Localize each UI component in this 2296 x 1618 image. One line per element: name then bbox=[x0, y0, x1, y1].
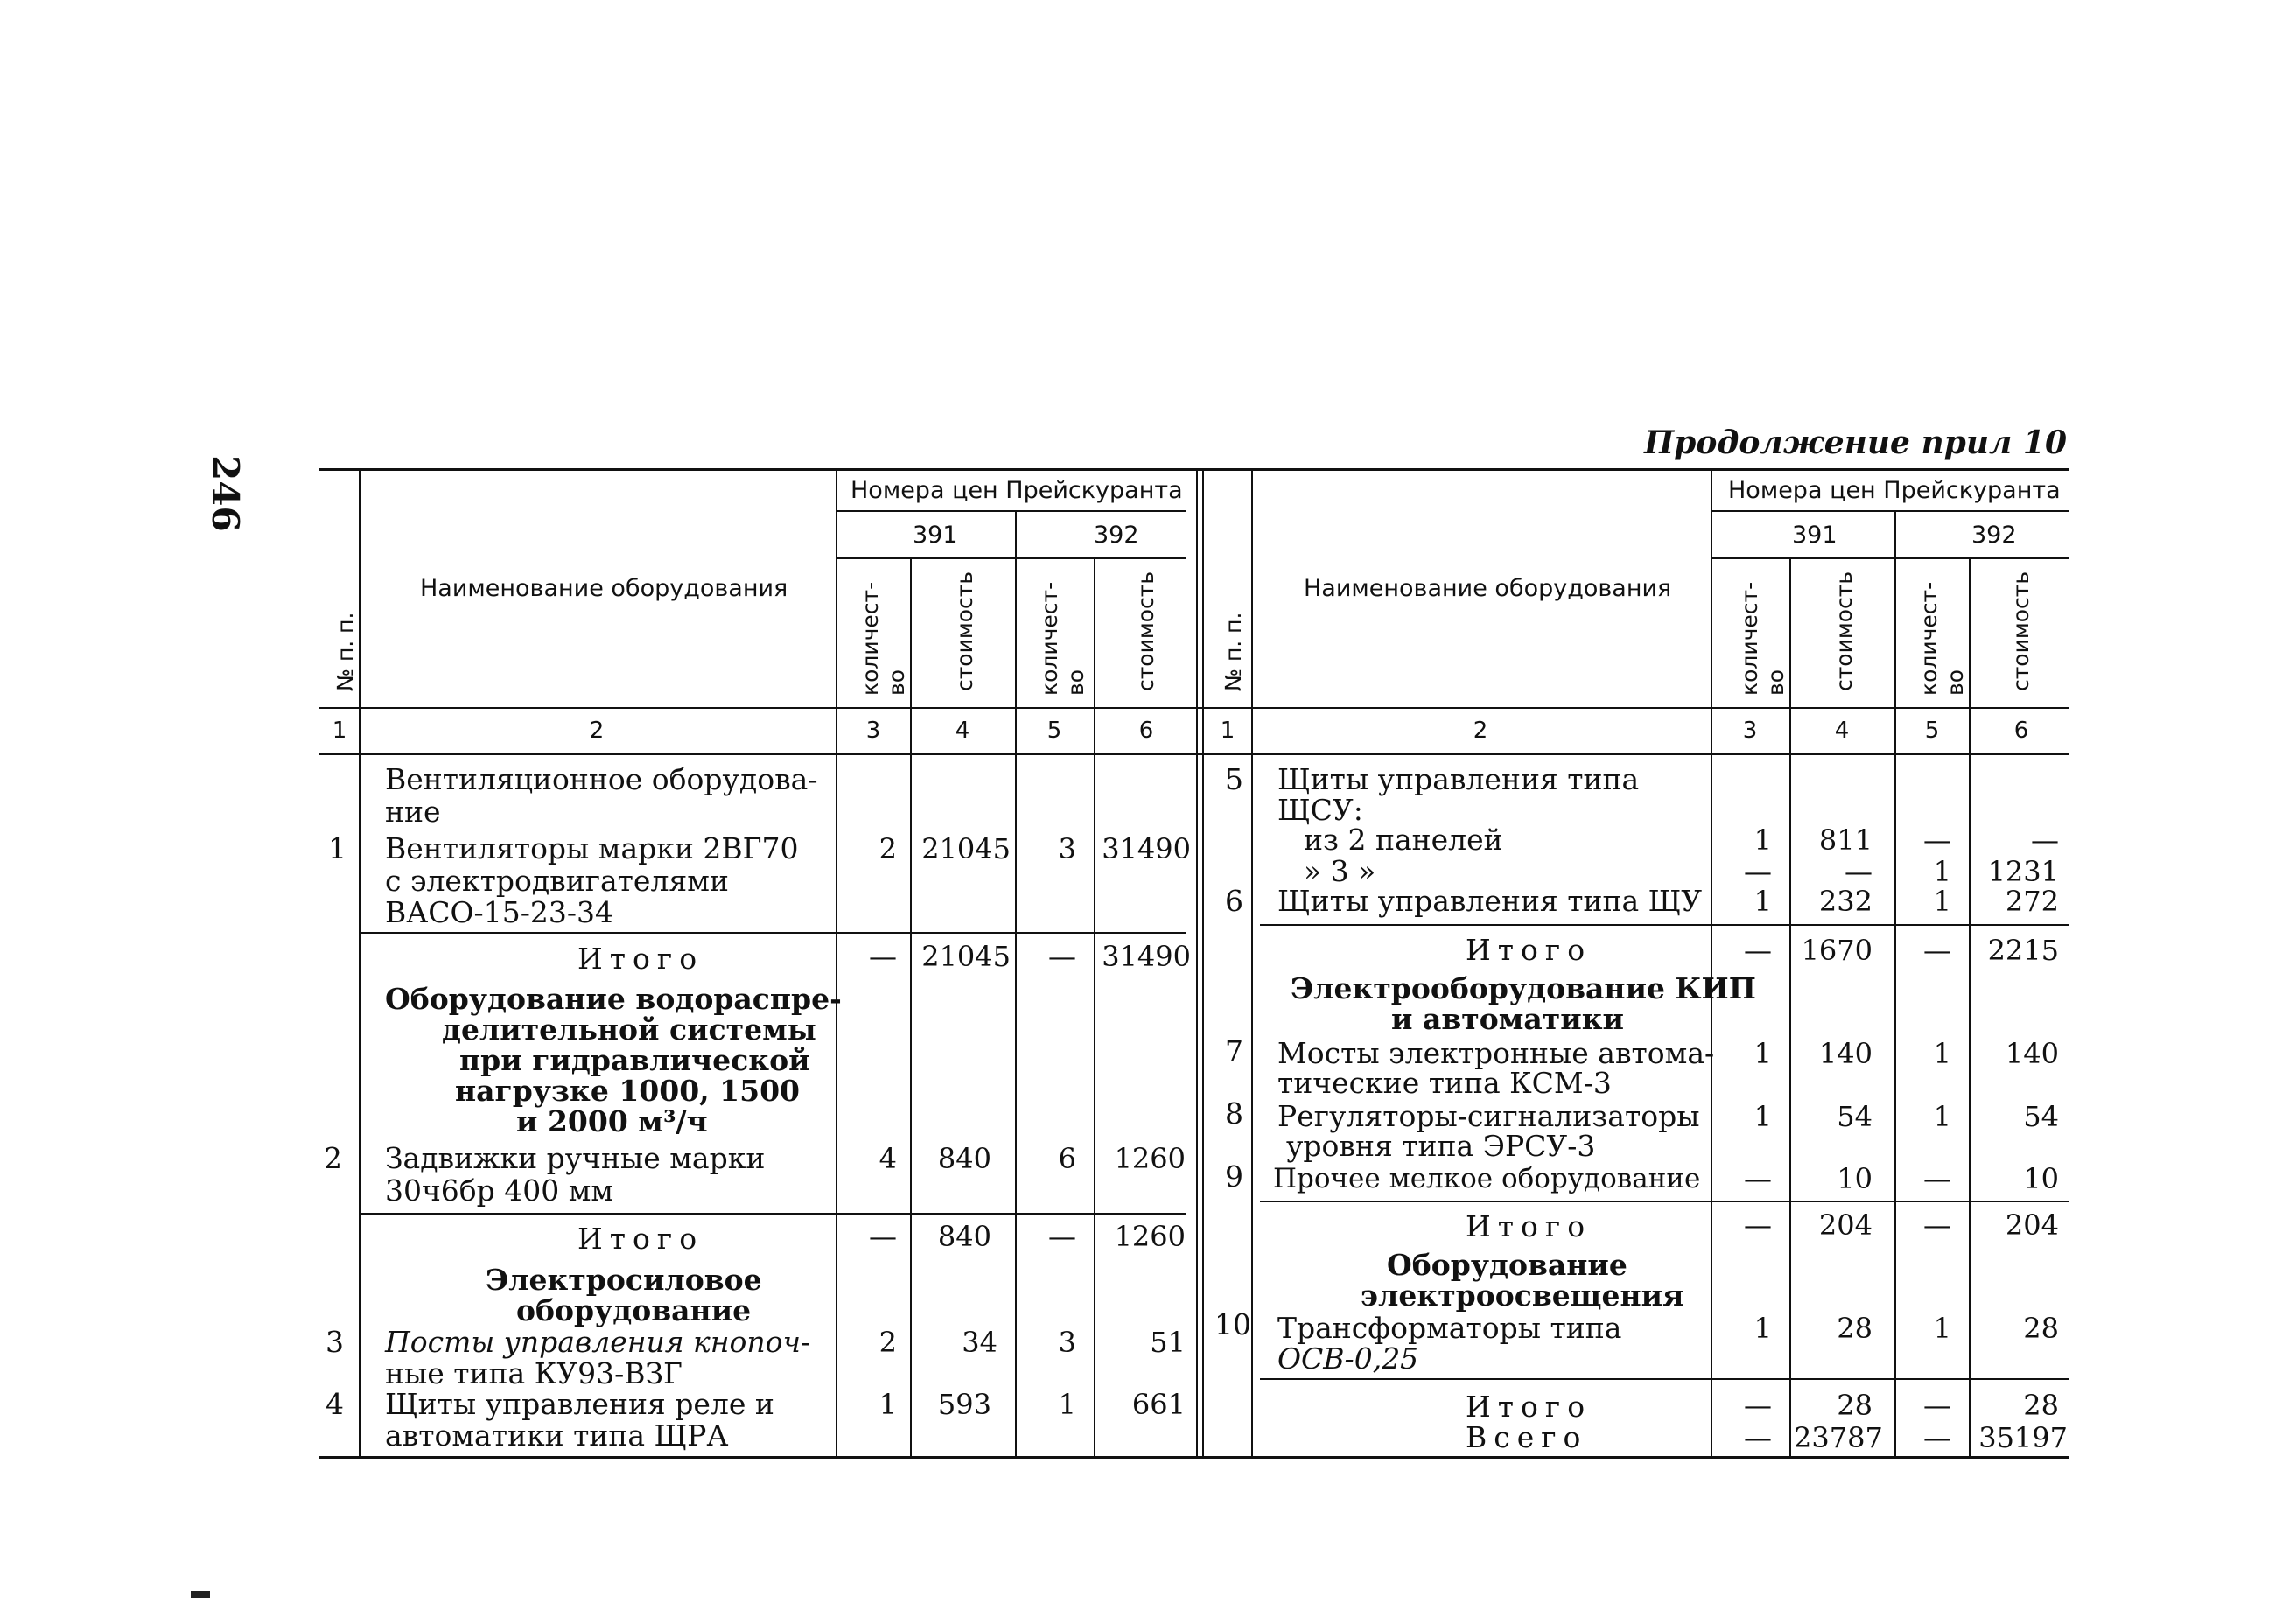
header-price-392: 392 bbox=[1094, 522, 1139, 549]
colnum-3-right: 3 bbox=[1742, 718, 1758, 744]
page-number: 246 bbox=[204, 455, 247, 532]
header-price-group: Номера цен Прейскуранта bbox=[850, 477, 1183, 504]
table-caption: Продолжение прил 10 bbox=[1644, 424, 2067, 461]
header-col-name-right: Наименование оборудования bbox=[1304, 575, 1672, 602]
header-qty-392-right: количест-во bbox=[1916, 581, 1968, 696]
colnum-6: 6 bbox=[1138, 718, 1154, 744]
header-col-num: № п. п. bbox=[332, 612, 358, 691]
header-cost-391: стоимость bbox=[952, 571, 977, 691]
colnum-3: 3 bbox=[865, 718, 881, 744]
colnum-4-right: 4 bbox=[1834, 718, 1850, 744]
header-qty-391-right: количест-во bbox=[1737, 581, 1788, 696]
page-mark bbox=[191, 1591, 210, 1598]
header-price-392-right: 392 bbox=[1971, 522, 2017, 549]
header-price-group-right: Номера цен Прейскуранта bbox=[1728, 477, 2061, 504]
colnum-2: 2 bbox=[589, 718, 605, 744]
header-cost-392-right: стоимость bbox=[2008, 571, 2034, 691]
colnum-5-right: 5 bbox=[1924, 718, 1940, 744]
header-qty-391: количест-во bbox=[858, 581, 909, 696]
header-qty-392: количест-во bbox=[1037, 581, 1088, 696]
colnum-1-right: 1 bbox=[1220, 718, 1236, 744]
header-col-num-right: № п. п. bbox=[1221, 612, 1246, 691]
colnum-6-right: 6 bbox=[2013, 718, 2029, 744]
colnum-4: 4 bbox=[955, 718, 970, 744]
header-col-name: Наименование оборудования bbox=[420, 575, 788, 602]
header-cost-391-right: стоимость bbox=[1831, 571, 1857, 691]
header-cost-392: стоимость bbox=[1133, 571, 1158, 691]
colnum-5: 5 bbox=[1046, 718, 1062, 744]
colnum-1: 1 bbox=[332, 718, 347, 744]
header-price-391: 391 bbox=[913, 522, 958, 549]
header-price-391-right: 391 bbox=[1792, 522, 1838, 549]
colnum-2-right: 2 bbox=[1473, 718, 1488, 744]
